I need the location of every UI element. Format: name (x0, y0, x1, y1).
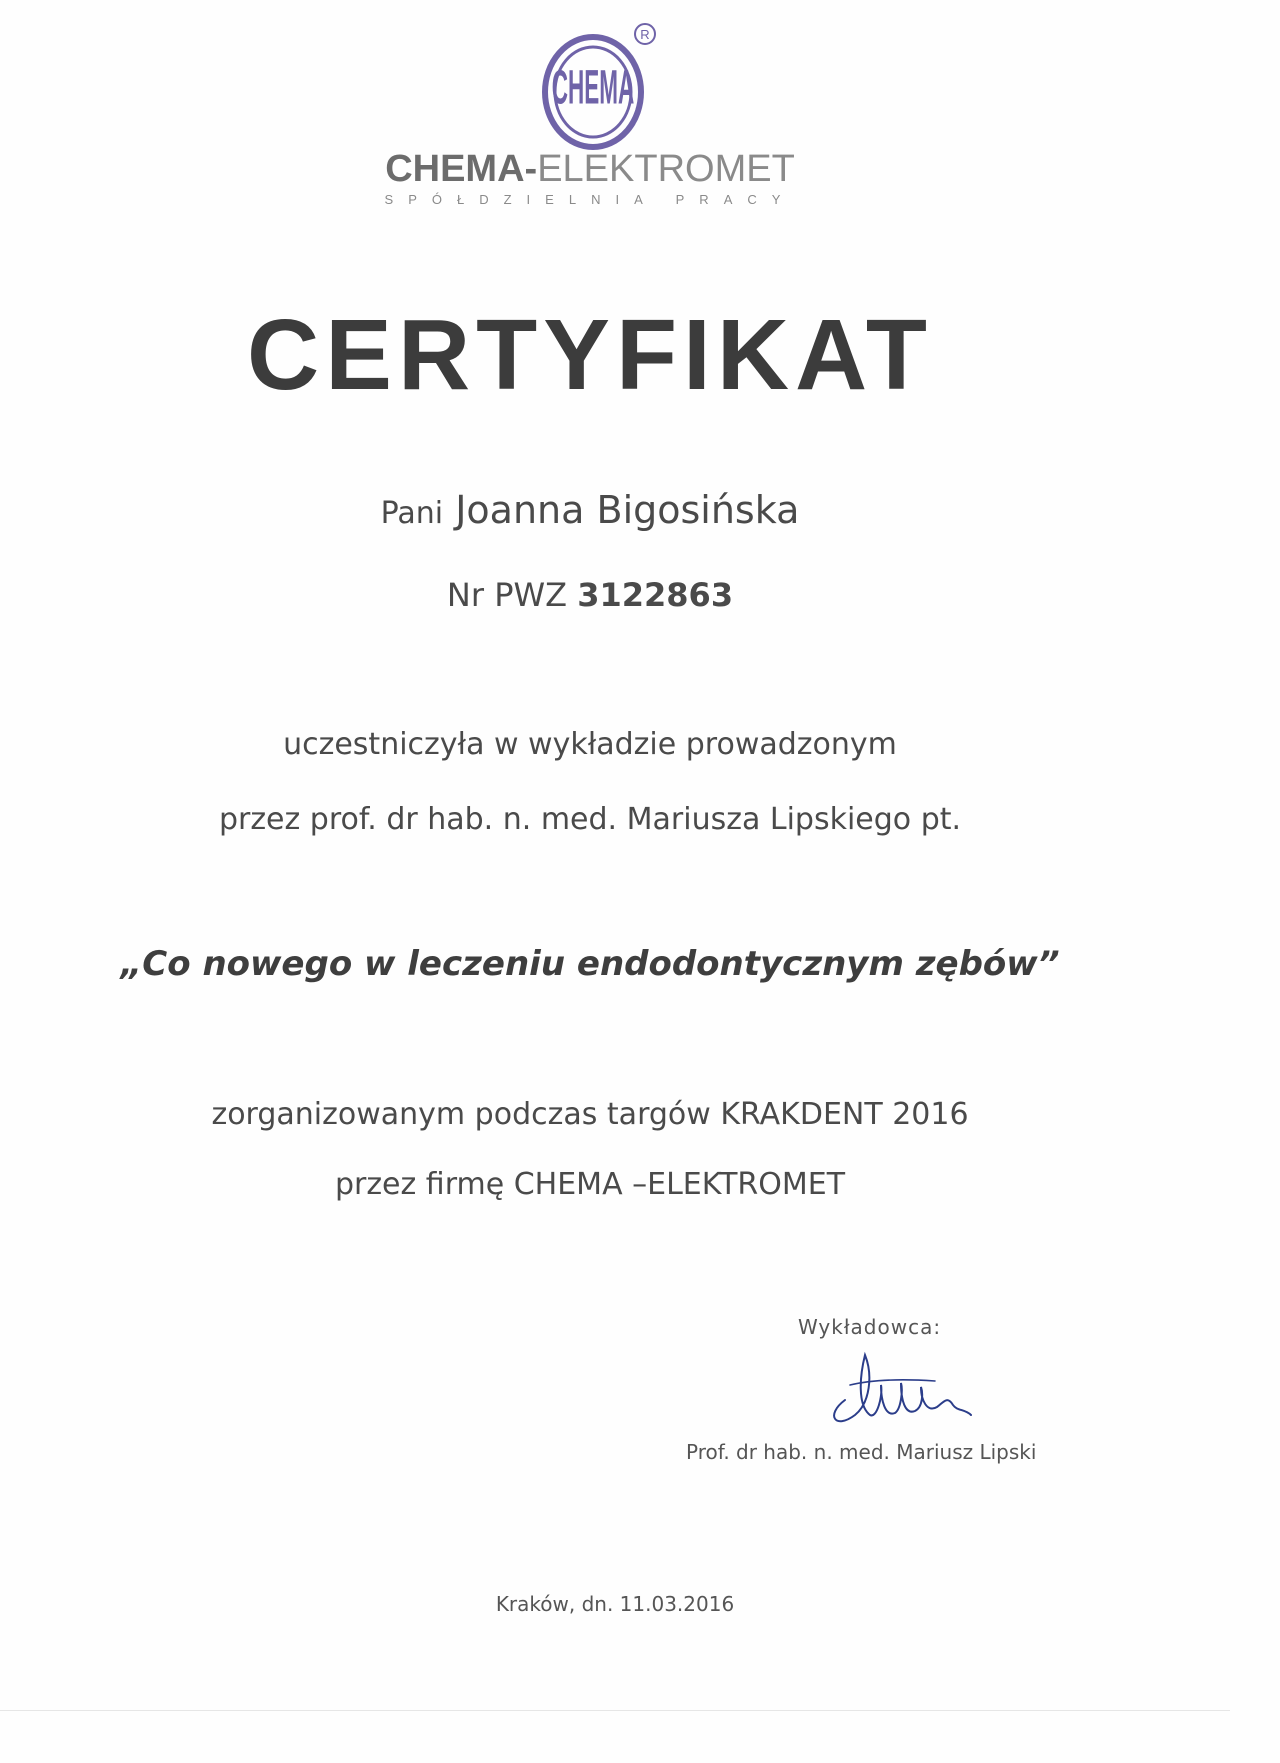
body-line-1: uczestniczyła w wykładzie prowadzonym (283, 727, 897, 762)
salutation: Pani (380, 496, 444, 531)
signature (815, 1345, 1015, 1435)
brand-light: ELEKTROMET (537, 148, 795, 190)
svg-text:CHEMA: CHEMA (551, 60, 635, 114)
brand-name (0, 148, 1180, 189)
certificate-title: CERTYFIKAT (247, 299, 933, 411)
pwz-number: 3122863 (577, 576, 734, 614)
pwz-line (0, 576, 1180, 614)
body-line-3: zorganizowanym podczas targów KRAKDENT 2016 (211, 1097, 969, 1132)
chema-logo (533, 22, 668, 152)
pwz-label: Nr PWZ (446, 576, 568, 614)
place-and-date: Kraków, dn. 11.03.2016 (495, 1592, 735, 1616)
lecturer-name: Prof. dr hab. n. med. Mariusz Lipski (686, 1440, 1037, 1464)
brand-subtitle: SPÓŁDZIELNIA PRACY (384, 192, 796, 207)
svg-text:R: R (640, 27, 650, 42)
body-line-2: przez prof. dr hab. n. med. Mariusza Lipskiego pt. (218, 802, 962, 837)
lecture-title: „Co nowego w leczeniu endodontycznym zębów” (120, 944, 1060, 984)
body-line-4: przez firmę CHEMA –ELEKTROMET (334, 1167, 846, 1202)
bottom-divider (0, 1710, 1230, 1711)
brand-bold: CHEMA- (385, 148, 538, 190)
lecturer-label: Wykładowca: (798, 1315, 942, 1339)
recipient-line (0, 488, 1180, 532)
recipient-name: Joanna Bigosińska (455, 488, 800, 532)
